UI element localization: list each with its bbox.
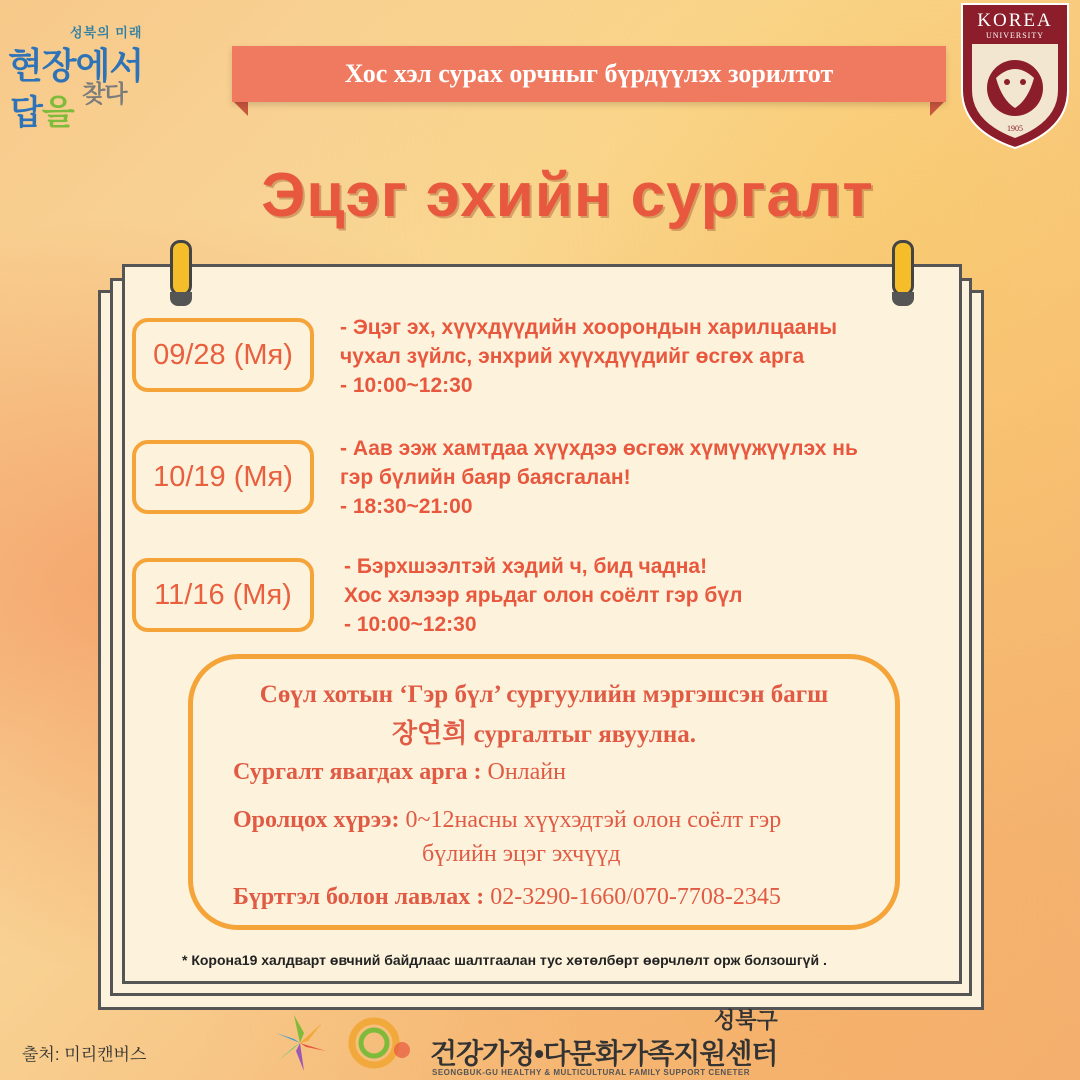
event-2-line2: гэр бүлийн баяр баясгалан! <box>340 466 631 489</box>
ribbon-tail-right <box>930 100 946 116</box>
instructor-heading: Сөүл хотын ‘Гэр бүл’ сургуулийн мэргэшсэн багш <box>259 681 829 708</box>
event-3-line2: Хос хэлээр ярьдаг олон соёлт гэр бүл <box>344 584 743 607</box>
binder-ring-left-base <box>170 292 192 306</box>
center-name-en: SEONGBUK-GU HEALTHY & MULTICULTURAL FAMILY SUPPORT CENETER <box>432 1068 751 1077</box>
ribbon-tail-left <box>232 100 248 116</box>
logo-line1: 현장에서 <box>8 45 144 86</box>
event-date-2: 10/19 (Мя) <box>132 440 314 514</box>
logo-tagline: 성북의 미래 <box>70 25 143 40</box>
header-ribbon: Хос хэл сурах орчныг бүрдүүлэх зорилтот <box>232 46 946 102</box>
event-date-3: 11/16 (Мя) <box>132 558 314 632</box>
audience-row: Оролцох хүрээ: 0~12насны хүүхэдтэй олон соёлт гэр <box>233 807 782 833</box>
event-3-line1: - Бэрхшээлтэй хэдий ч, бид чадна! <box>344 555 708 578</box>
event-2-time: - 18:30~21:00 <box>340 495 473 518</box>
center-district: 성북구 <box>714 1008 778 1033</box>
center-logo-icon <box>262 1010 422 1076</box>
center-name: 건강가정•다문화가족지원센터 <box>430 1038 778 1069</box>
binder-ring-left <box>170 240 192 296</box>
svg-text:KOREA: KOREA <box>977 10 1053 31</box>
event-2-line1: - Аав ээж хамтдаа хүүхдээ өсгөж хүмүүжүүлэх нь <box>340 437 858 460</box>
event-1-time: - 10:00~12:30 <box>340 374 473 397</box>
logo-line2: 답을 $^{찾다}$ <box>10 81 127 132</box>
event-1-line2: чухал зүйлс, энхрий хүүхдүүдийг өсгөх арга <box>340 345 805 368</box>
svg-text:1905: 1905 <box>1007 124 1023 133</box>
contact-row: Бүртгэл болон лавлах : 02-3290-1660/070-7708-2345 <box>233 884 781 910</box>
event-1-line1: - Эцэг эх, хүүхдүүдийн хоорондын харилцааны <box>340 316 838 339</box>
korea-university-seal <box>958 0 1072 150</box>
covid-note: * Корона19 халдварт өвчний байдлаас шалтгаалан тус хөтөлбөрт өөрчлөлт орж болзошгүй . <box>182 952 827 968</box>
binder-ring-right-base <box>892 292 914 306</box>
event-date-1: 09/28 (Мя) <box>132 318 314 392</box>
page-title: Эцэг эхийн сургалт <box>261 161 874 230</box>
info-box <box>188 654 900 930</box>
audience-row-cont: бүлийн эцэг эхчүүд <box>422 841 621 867</box>
source-credit: 출처: 미리캔버스 <box>22 1045 147 1064</box>
instructor-line: 장연희 сургалтыг явуулна. <box>391 719 696 749</box>
method-row: Сургалт явагдах арга : Онлайн <box>233 759 566 785</box>
svg-text:UNIVERSITY: UNIVERSITY <box>986 31 1044 40</box>
binder-ring-right <box>892 240 914 296</box>
event-3-time: - 10:00~12:30 <box>344 613 477 636</box>
